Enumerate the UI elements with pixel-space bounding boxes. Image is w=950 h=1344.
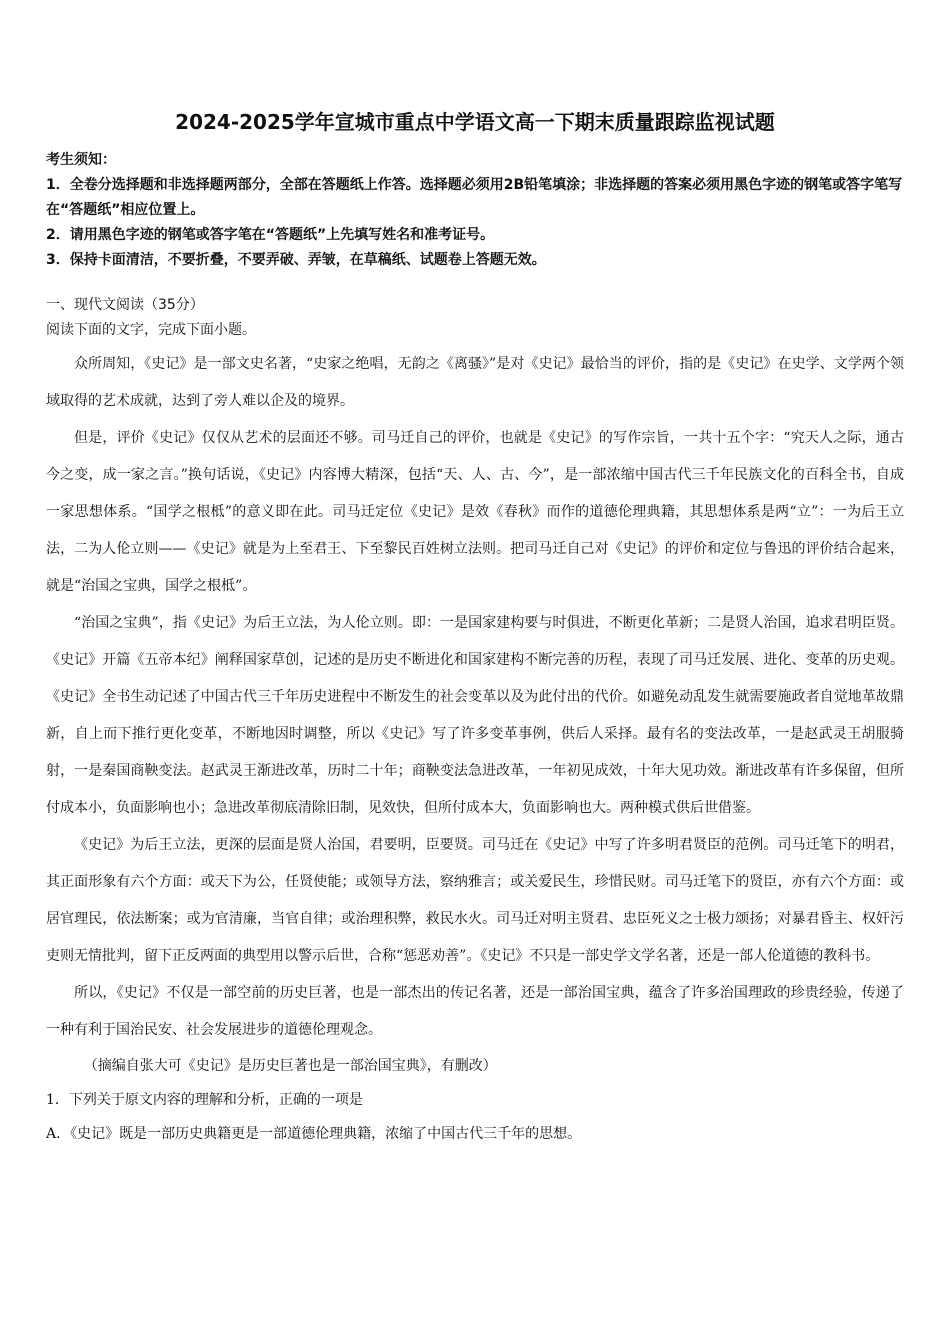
passage-source: （摘编自张大可《史记》是历史巨著也是一部治国宝典》，有删改） [83,1058,497,1074]
passage-paragraph: 但是，评价《史记》仅仅从艺术的层面还不够。司马迁自己的评价，也就是《史记》的写作宗旨，一共十五个字：“究天人之际，通古今之变，成一家之言。”换句话说，《史记》内容博大精深，包括“天、人、古、今”，是一部浓缩中国古代三千年民族文化的百科全书，自成一家思想体系。“国学之根柢”的意义即在此。司马迁定位《史记》是效《春秋》而作的道德伦理典籍，其思想体系是两“立”：一为后王立法，二为人伦立则——《史记》就是为上至君王、下至黎民百姓树立法则。把司马迁自己对《史记》的评价和定位与鲁迅的评价结合起来，就是“治国之宝典，国学之根柢”。 [46,430,904,594]
candidate-notice [46,148,904,273]
notice-item: 2．请用黑色字迹的钢笔或答字笔在“答题纸”上先填写姓名和准考证号。 [46,227,495,243]
passage-paragraph: 《史记》为后王立法，更深的层面是贤人治国，君要明，臣要贤。司马迁在《史记》中写了许多明君贤臣的范例。司马迁笔下的明君，其正面形象有六个方面：或天下为公，任贤使能；或领导方法，察纳雅言；或关爱民生，珍惜民财。司马迁笔下的贤臣，亦有六个方面：或居官理民，依法断案；或为官清廉，当官自律；或治理积弊，救民水火。司马迁对明主贤君、忠臣死义之士极力颂扬；对暴君昏主、权奸污吏则无情批判，留下正反两面的典型用以警示后世，合称“惩恶劝善”。《史记》不只是一部史学文学名著，还是一部人伦道德的教科书。 [46,837,904,964]
page-title: 2024-2025学年宣城市重点中学语文高一下期末质量跟踪监视试题 [175,110,775,134]
notice-item: 3．保持卡面清洁，不要折叠，不要弄破、弄皱，在草稿纸、试题卷上答题无效。 [46,252,546,268]
notice-item: 1．全卷分选择题和非选择题两部分，全部在答题纸上作答。选择题必须用2B铅笔填涂；非选择题的答案必须用黑色字迹的钢笔或答字笔写在“答题纸”相应位置上。 [46,177,903,218]
reading-passage [46,346,904,1049]
passage-paragraph: “治国之宝典”，指《史记》为后王立法，为人伦立则。即：一是国家建构要与时俱进，不断更化革新；二是贤人治国，追求君明臣贤。《史记》开篇《五帝本纪》阐释国家草创，记述的是历史不断进化和国家建构不断完善的历程，表现了司马迁发展、进化、变革的历史观。《史记》全书生动记述了中国古代三千年历史进程中不断发生的社会变革以及为此付出的代价。如避免动乱发生就需要施政者自觉地革故鼎新，自上而下推行更化变革，不断地因时调整，所以《史记》写了许多变革事例，供后人采择。最有名的变法改革，一是赵武灵王胡服骑射，一是秦国商鞅变法。赵武灵王渐进改革，历时二十年；商鞅变法急进改革，一年初见成效，十年大见功效。渐进改革有许多保留，但所付成本小，负面影响也小；急进改革彻底清除旧制，见效快，但所付成本大，负面影响也大。两种模式供后世借鉴。 [46,615,904,816]
section-heading: 一、现代文阅读（35分） [46,297,204,313]
notice-heading: 考生须知： [46,152,116,168]
passage-paragraph: 所以，《史记》不仅是一部空前的历史巨著，也是一部杰出的传记名著，还是一部治国宝典，蕴含了许多治国理政的珍贵经验，传递了一种有利于国治民安、社会发展进步的道德伦理观念。 [46,985,904,1038]
option-a: A．《史记》既是一部历史典籍更是一部道德伦理典籍，浓缩了中国古代三千年的思想。 [46,1126,582,1142]
section-intro: 阅读下面的文字，完成下面小题。 [46,322,256,338]
passage-paragraph: 众所周知，《史记》是一部文史名著，“史家之绝唱，无韵之《离骚》”是对《史记》最恰当的评价，指的是《史记》在史学、文学两个领域取得的艺术成就，达到了旁人难以企及的境界。 [46,356,904,409]
question-stem: 1．下列关于原文内容的理解和分析，正确的一项是 [46,1092,363,1108]
